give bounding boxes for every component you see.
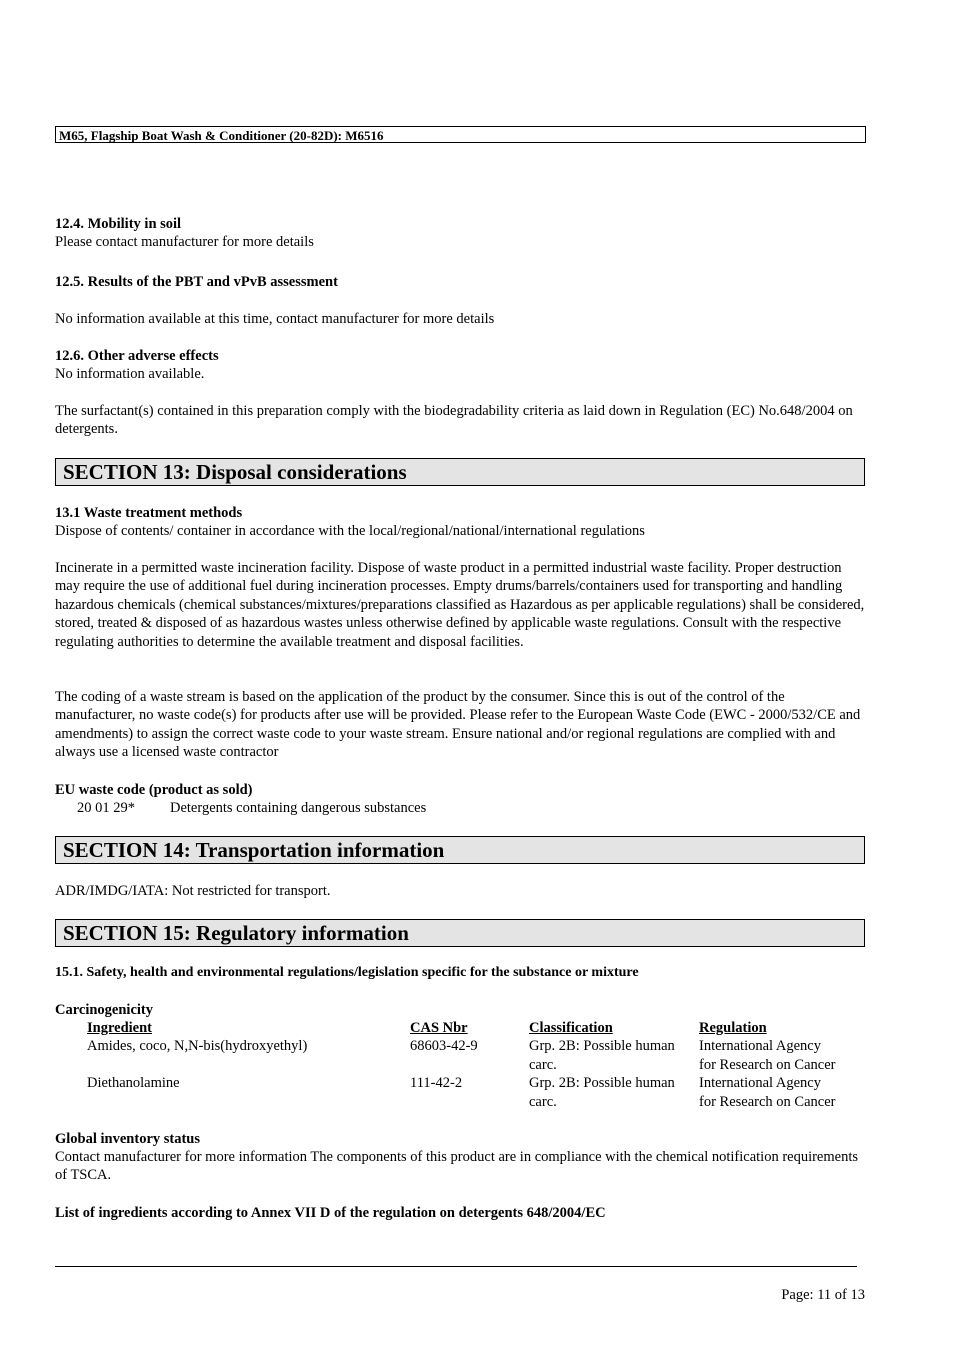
footer-divider bbox=[55, 1266, 857, 1267]
table-row-regulation-cont: for Research on Cancer bbox=[699, 1057, 836, 1073]
table-row-ingredient: Amides, coco, N,N-bis(hydroxyethyl) bbox=[87, 1038, 308, 1054]
table-row-ingredient: Diethanolamine bbox=[87, 1075, 180, 1091]
heading-12-4: 12.4. Mobility in soil bbox=[55, 216, 182, 232]
section-15-title: SECTION 15: Regulatory information bbox=[55, 919, 865, 947]
col-header-regulation: Regulation bbox=[699, 1020, 767, 1036]
text-12-5: No information available at this time, contact manufacturer for more details bbox=[55, 311, 495, 327]
transport-text: ADR/IMDG/IATA: Not restricted for transport. bbox=[55, 883, 331, 899]
text-13-1: Dispose of contents/ container in accordance with the local/regional/national/international regulations bbox=[55, 523, 645, 539]
global-inventory-text: Contact manufacturer for more information The components of this product are in compliance with the chemical notification requirements of TSCA. bbox=[55, 1149, 859, 1184]
col-header-cas: CAS Nbr bbox=[410, 1020, 468, 1036]
col-header-ingredient: Ingredient bbox=[87, 1020, 152, 1036]
eu-waste-code-heading: EU waste code (product as sold) bbox=[55, 782, 253, 798]
heading-12-5: 12.5. Results of the PBT and vPvB assessment bbox=[55, 274, 338, 290]
page-number: Page: 11 of 13 bbox=[781, 1287, 865, 1303]
surfactant-statement: The surfactant(s) contained in this preparation comply with the biodegradability criteria as laid down in Regulation (EC) No.648/2004 on detergents. bbox=[55, 403, 853, 438]
table-row-cas: 68603-42-9 bbox=[410, 1038, 478, 1054]
col-header-classification: Classification bbox=[529, 1020, 613, 1036]
table-row-regulation: International Agency bbox=[699, 1075, 821, 1091]
table-row-classification: Grp. 2B: Possible human bbox=[529, 1075, 675, 1091]
section-14-title: SECTION 14: Transportation information bbox=[55, 836, 865, 864]
text-12-6: No information available. bbox=[55, 366, 205, 382]
eu-waste-code: 20 01 29* bbox=[77, 800, 135, 816]
incineration-paragraph: Incinerate in a permitted waste incineration facility. Dispose of waste product in a permitted industrial waste facility. Proper destruction may require the use of additional fuel during incineration processes. Empty drums/barrels/containers used for transporting and handling hazardous chemicals (chemical substances/mixtures/preparations classified as Hazardous as per applicable regulations) shall be considered, stored, treated & disposed of as hazardous wastes unless otherwise defined by applicable waste regulations. Consult with the respective regulating authorities to determine the available treatment and disposal facilities. bbox=[55, 560, 865, 650]
carcinogenicity-heading: Carcinogenicity bbox=[55, 1002, 153, 1018]
waste-coding-paragraph: The coding of a waste stream is based on the application of the product by the consumer. Since this is out of the control of the manufacturer, no waste code(s) for products after use will be provided. Please refer to the European Waste Code (EWC - 2000/532/CE and amendments) to assign the correct waste code to your waste stream. Ensure national and/or regional regulations are complied with and always use a licensed waste contractor bbox=[55, 689, 861, 761]
table-row-regulation-cont: for Research on Cancer bbox=[699, 1094, 836, 1110]
section-13-title: SECTION 13: Disposal considerations bbox=[55, 458, 865, 486]
heading-13-1: 13.1 Waste treatment methods bbox=[55, 505, 243, 521]
table-row-classification: Grp. 2B: Possible human bbox=[529, 1038, 675, 1054]
product-header: M65, Flagship Boat Wash & Conditioner (20-82D): M6516 bbox=[55, 126, 866, 143]
heading-12-6: 12.6. Other adverse effects bbox=[55, 348, 219, 364]
global-inventory-heading: Global inventory status bbox=[55, 1131, 201, 1147]
table-row-classification-cont: carc. bbox=[529, 1057, 557, 1073]
annex-heading: List of ingredients according to Annex VII D of the regulation on detergents 648/2004/EC bbox=[55, 1205, 606, 1221]
table-row-classification-cont: carc. bbox=[529, 1094, 557, 1110]
table-row-regulation: International Agency bbox=[699, 1038, 821, 1054]
eu-waste-description: Detergents containing dangerous substances bbox=[170, 800, 427, 816]
table-row-cas: 111-42-2 bbox=[410, 1075, 463, 1091]
heading-15-1: 15.1. Safety, health and environmental regulations/legislation specific for the substance or mixture bbox=[55, 965, 639, 980]
text-12-4: Please contact manufacturer for more details bbox=[55, 234, 314, 250]
